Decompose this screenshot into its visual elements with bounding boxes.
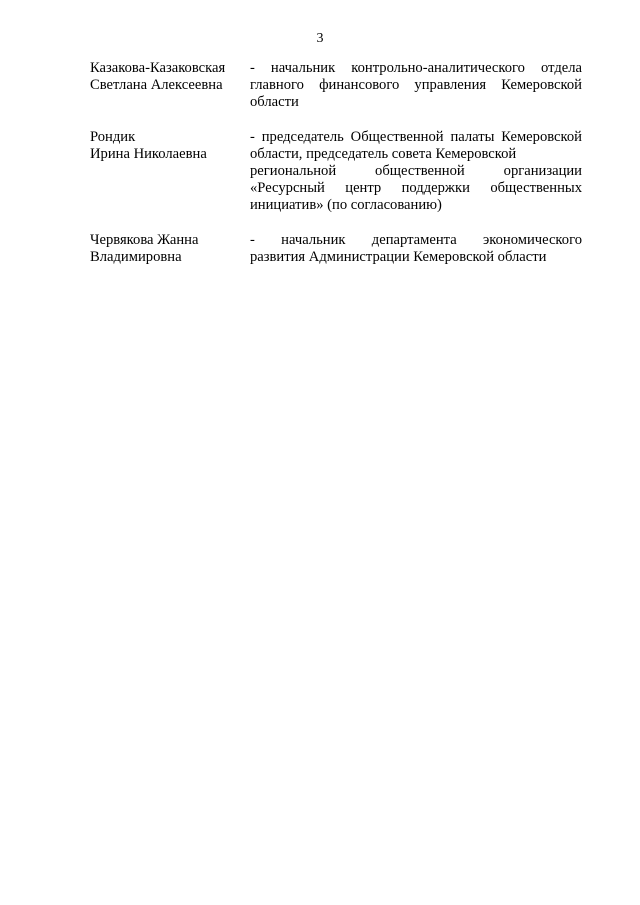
member-position-line: развития Администрации Кемеровской области	[250, 249, 547, 265]
members-list	[90, 60, 582, 284]
member-entry	[90, 60, 582, 111]
member-position-line: главного финансового управления Кемеровской	[250, 77, 582, 93]
member-entry	[90, 129, 582, 214]
member-position-line: инициатив» (по согласованию)	[250, 197, 442, 213]
member-position-line: - начальник контрольно-аналитического отдела	[250, 60, 582, 76]
member-position-line: области	[250, 94, 299, 110]
member-name-line: Рондик	[90, 129, 136, 145]
member-position	[250, 232, 582, 266]
member-name-line: Светлана Алексеевна	[90, 77, 223, 93]
member-position-line: области, председатель совета Кемеровской	[250, 146, 517, 162]
page-number: 3	[316, 31, 324, 46]
member-entry	[90, 232, 582, 266]
member-name	[90, 232, 250, 266]
member-position	[250, 129, 582, 214]
member-position-line: «Ресурсный центр поддержки общественных	[250, 180, 582, 196]
member-position-line: - председатель Общественной палаты Кемеровской	[250, 129, 582, 145]
member-position-line: региональной общественной организации	[250, 163, 582, 179]
member-position-line: - начальник департамента экономического	[250, 232, 582, 248]
member-name	[90, 129, 250, 214]
member-position	[250, 60, 582, 111]
member-name-line: Владимировна	[90, 249, 182, 265]
member-name-line: Ирина Николаевна	[90, 146, 207, 162]
member-name	[90, 60, 250, 111]
member-name-line: Казакова-Казаковская	[90, 60, 226, 76]
member-name-line: Червякова Жанна	[90, 232, 199, 248]
